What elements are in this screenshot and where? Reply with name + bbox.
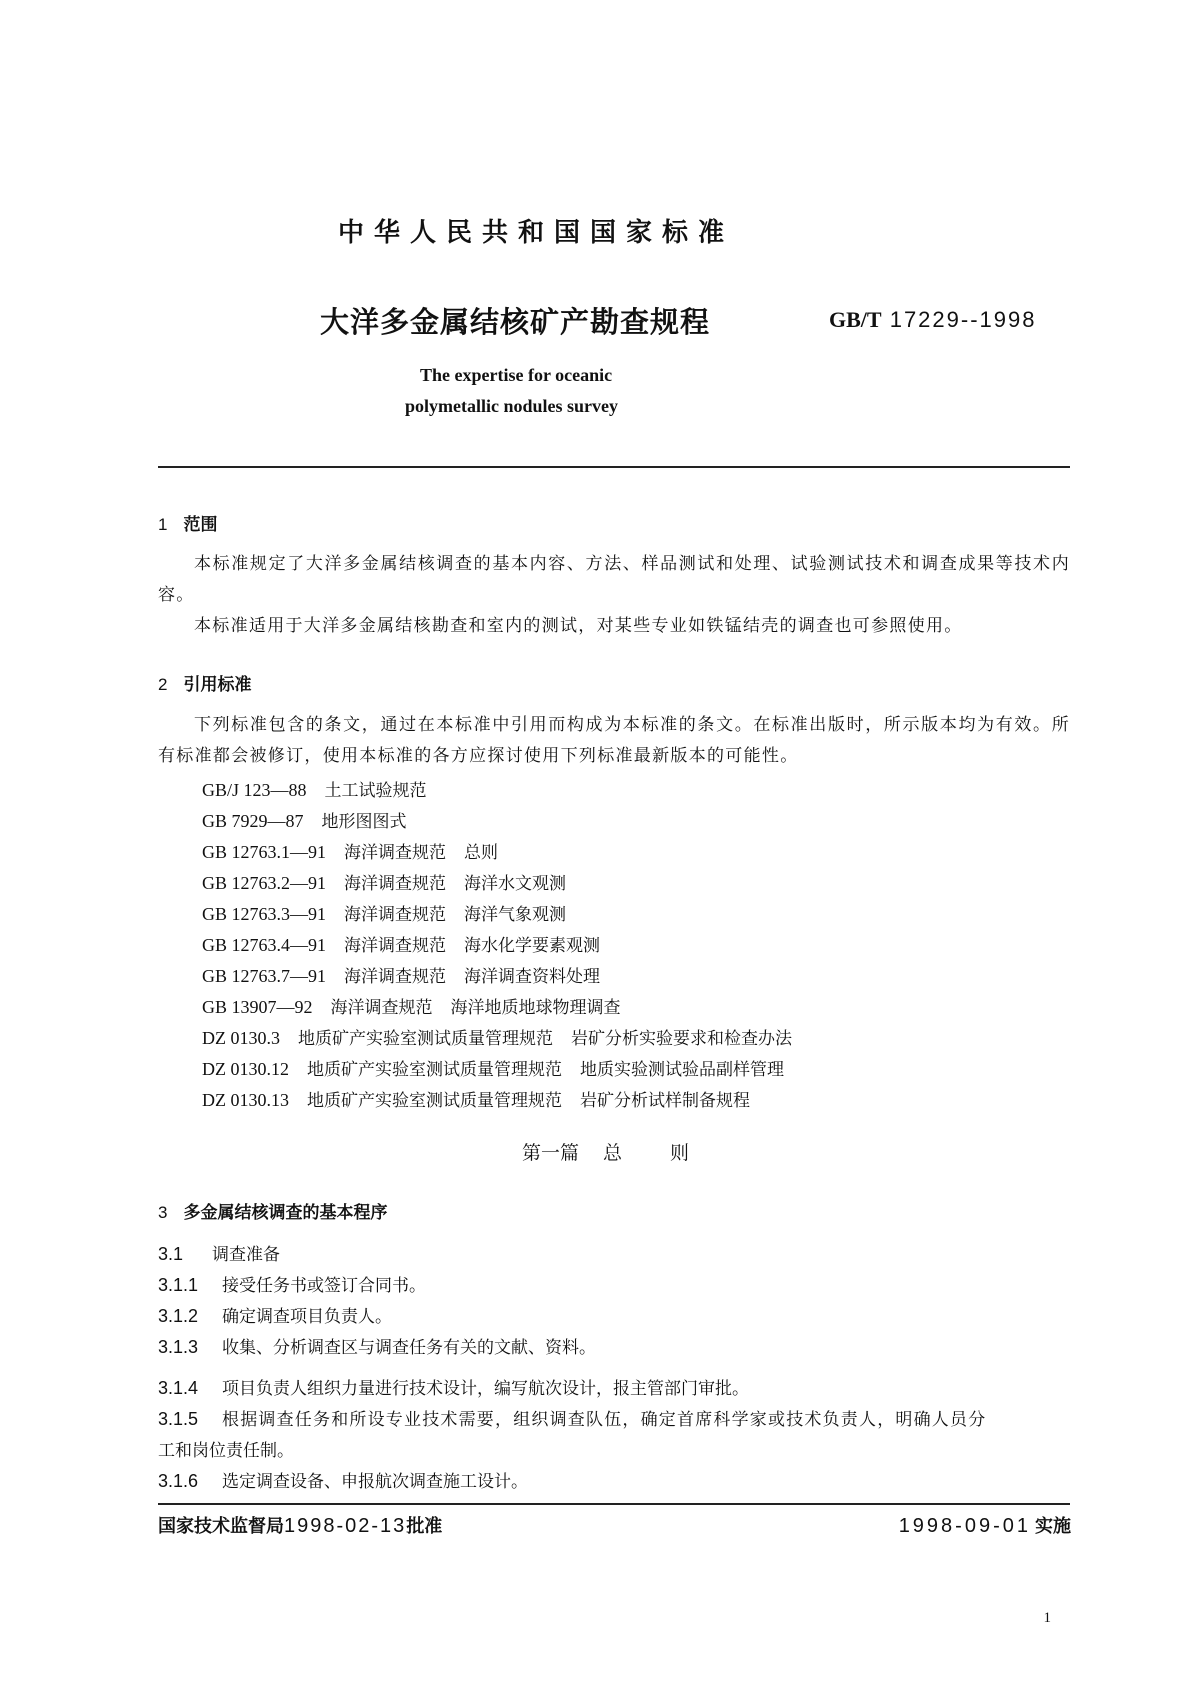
document-title-en-line2: polymetallic nodules survey: [405, 396, 619, 416]
document-title-en-line1: The expertise for oceanic: [420, 365, 613, 385]
reference-item: GB 12763.1—91 海洋调查规范 总则: [202, 842, 499, 863]
national-standard-heading: 中华人民共和国国家标准: [338, 218, 735, 248]
reference-item: DZ 0130.12 地质矿产实验室测试质量管理规范 地质实验测试验品副样管理: [202, 1059, 784, 1080]
section-1-heading: 1 范围: [158, 515, 218, 535]
procedure-item: 3.1.5 根据调查任务和所设专业技术需要，组织调查队伍，确定首席科学家或技术负责人，明确人员分: [158, 1409, 987, 1430]
procedure-item-continuation: 工和岗位责任制。: [158, 1441, 294, 1461]
effective-info: 1998-09-01 实施: [898, 1515, 1071, 1537]
section-1-paragraph-2: 本标准适用于大洋多金属结核勘查和室内的测试，对某些专业如铁锰结壳的调查也可参照使用。: [194, 616, 963, 636]
section-2-heading: 2 引用标准: [158, 675, 252, 695]
section-1-paragraph-1: 本标准规定了大洋多金属结核调查的基本内容、方法、样品测试和处理、试验测试技术和调查成果等技术内容。: [158, 554, 1070, 605]
section-2-intro: 下列标准包含的条文，通过在本标准中引用而构成为本标准的条文。在标准出版时，所示版本均为有效。所有标准都会被修订，使用本标准的各方应探讨使用下列标准最新版本的可能性。: [158, 715, 1070, 766]
procedure-item: 3.1.4 项目负责人组织力量进行技术设计，编写航次设计，报主管部门审批。: [158, 1378, 749, 1399]
page-number: 1: [1043, 1610, 1051, 1626]
standard-code: [829, 307, 1036, 333]
standard-code-prefix: GB/T: [829, 307, 882, 332]
procedure-item: 3.1.2 确定调查项目负责人。: [158, 1306, 392, 1327]
reference-item: GB 12763.3—91 海洋调查规范 海洋气象观测: [202, 904, 567, 925]
section-3-heading: 3 多金属结核调查的基本程序: [158, 1203, 388, 1223]
header-divider: [158, 466, 1070, 468]
procedure-item: 3.1.6 选定调查设备、申报航次调查施工设计。: [158, 1471, 528, 1492]
reference-item: GB 12763.4—91 海洋调查规范 海水化学要素观测: [202, 935, 601, 956]
reference-item: GB 13907—92 海洋调查规范 海洋地质地球物理调查: [202, 997, 621, 1018]
reference-item: GB 12763.7—91 海洋调查规范 海洋调查资料处理: [202, 966, 601, 987]
standard-code-number: 17229--1998: [889, 307, 1037, 332]
part-1-heading: 第一篇 总 则: [522, 1142, 690, 1164]
reference-item: GB 12763.2—91 海洋调查规范 海洋水文观测: [202, 873, 567, 894]
procedure-item: 3.1.1 接受任务书或签订合同书。: [158, 1275, 426, 1296]
reference-item: DZ 0130.13 地质矿产实验室测试质量管理规范 岩矿分析试样制备规程: [202, 1090, 750, 1111]
approval-info: 国家技术监督局1998-02-13批准: [158, 1515, 443, 1537]
document-title-cn: 大洋多金属结核矿产勘查规程: [320, 305, 711, 339]
footer-divider: [158, 1503, 1070, 1505]
procedure-item: 3.1 调查准备: [158, 1244, 280, 1265]
procedure-item: 3.1.3 收集、分析调查区与调查任务有关的文献、资料。: [158, 1337, 596, 1358]
reference-item: GB 7929—87 地形图图式: [202, 811, 407, 832]
reference-item: DZ 0130.3 地质矿产实验室测试质量管理规范 岩矿分析实验要求和检查办法: [202, 1028, 792, 1049]
reference-item: GB/J 123—88 土工试验规范: [202, 780, 427, 801]
